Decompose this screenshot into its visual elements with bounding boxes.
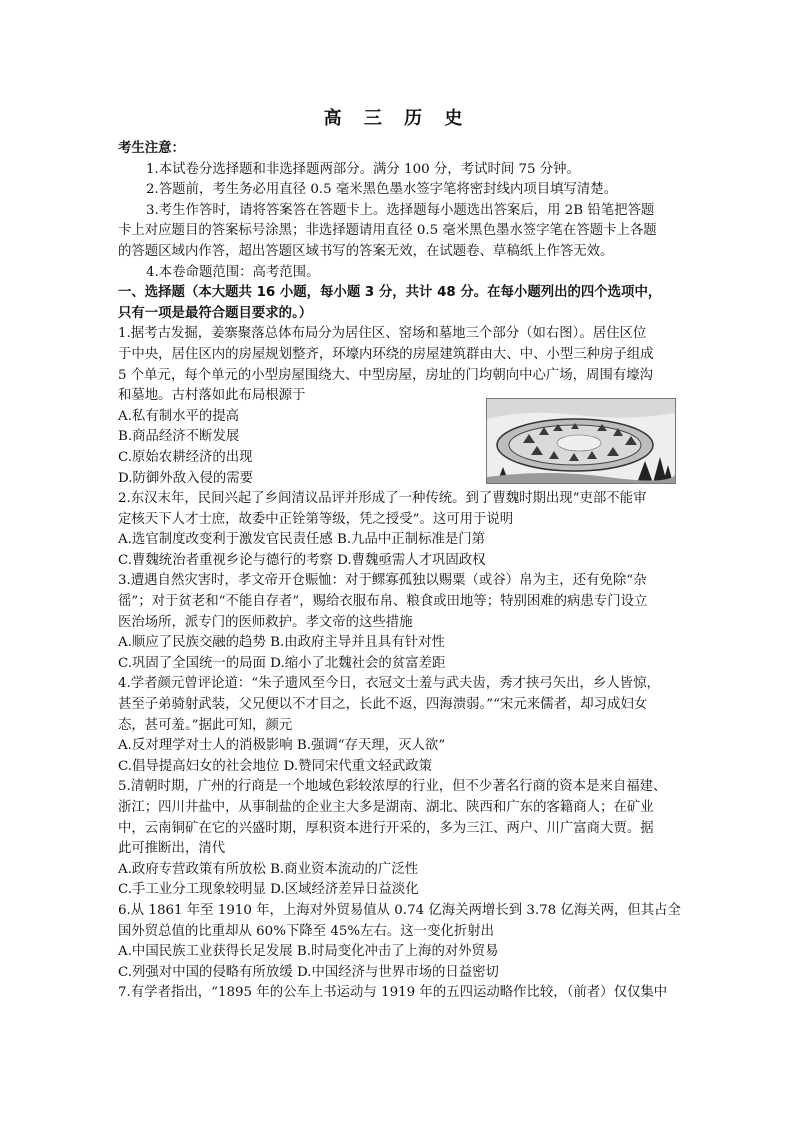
question-4-option: A.反对理学对士人的消极影响 B.强调“存天理，灭人欲” xyxy=(118,738,446,754)
question-2-text: 定核天下人才士庶，故委中正铨第等级，凭之授受”。这可用于说明 xyxy=(118,511,514,527)
question-5-option: A.政府专营政策有所放松 B.商业资本流动的广泛性 xyxy=(118,861,419,877)
section-heading: 只有一项是最符合题目要求的。） xyxy=(118,305,313,321)
question-3-text: 医治场所，派专门的医师救护。孝文帝的这些措施 xyxy=(118,614,413,630)
village-sketch-icon xyxy=(487,399,675,483)
question-1-text: 于中央，居住区内的房屋规划整齐，环壕内环绕的房屋建筑群由大、中、小型三种房子组成 xyxy=(118,346,654,362)
question-2-option: A.选官制度改变利于激发官民责任感 B.九品中正制标准是门第 xyxy=(118,532,486,548)
notice-heading: 考生注意： xyxy=(118,141,185,156)
notice-line: 卡上对应题目的答案标号涂黑；非选择题请用直径 0.5 毫米黑色墨水签字笔在答题卡上各题 xyxy=(118,223,657,239)
question-1-option: B.商品经济不断发展 xyxy=(118,429,240,445)
section-heading: 一、选择题（本大题共 16 小题，每小题 3 分，共计 48 分。在每小题列出的四个选项中， xyxy=(118,285,662,301)
notice-line: 3.考生作答时，请将答案答在答题卡上。选择题每小题选出答案后，用 2B 铅笔把答题 xyxy=(146,202,655,218)
question-2-text: 2.东汉末年，民间兴起了乡闾清议品评并形成了一种传统。到了曹魏时期出现“吏部不能审 xyxy=(118,491,647,507)
question-4-text: 甚至子弟骑射武装，父兄便以不才目之，长此不返，四海溃弱。”“宋元来儒者，却习成妇女 xyxy=(118,697,648,713)
question-5-text: 此可推断出，清代 xyxy=(118,841,226,857)
notice-line: 2.答题前，考生务必用直径 0.5 毫米黑色墨水签字笔将密封线内项目填写清楚。 xyxy=(146,182,618,198)
question-3-option: A.顺应了民族交融的趋势 B.由政府主导并且具有针对性 xyxy=(118,635,445,651)
notice-line: 1.本试卷分选择题和非选择题两部分。满分 100 分，考试时间 75 分钟。 xyxy=(146,161,580,177)
question-6-text: 6.从 1861 年至 1910 年，上海对外贸易值从 0.74 亿海关两增长到 3.78 亿海关两，但其占全 xyxy=(118,902,681,918)
question-1-text: 5 个单元，每个单元的小型房屋围绕大、中型房屋，房址的门均朝向中心广场，周围有壕沟 xyxy=(118,367,654,383)
question-6-text: 国外贸总值的比重却从 60%下降至 45%左右。这一变化折射出 xyxy=(118,923,495,939)
question-6-option: A.中国民族工业获得长足发展 B.时局变化冲击了上海的对外贸易 xyxy=(118,944,499,960)
question-1-option: D.防御外敌入侵的需要 xyxy=(118,470,254,486)
question-1-text: 和墓地。古村落如此布局根源于 xyxy=(118,388,306,404)
village-layout-illustration xyxy=(486,398,676,484)
question-4-option: C.倡导提高妇女的社会地位 D.赞同宋代重文轻武政策 xyxy=(118,758,432,774)
page-title: 高 三 历 史 xyxy=(323,108,471,129)
question-1-text: 1.据考古发掘，姜寨聚落总体布局分为居住区、窑场和墓地三个部分（如右图）。居住区位 xyxy=(118,326,647,342)
question-4-text: 4.学者颜元曾评论道：“朱子遗风至今日，衣冠文士羞与武夫齿，秀才挟弓矢出，乡人皆惊， xyxy=(118,676,660,692)
question-1-option: A.私有制水平的提高 xyxy=(118,408,240,424)
notice-line: 4.本卷命题范围：高考范围。 xyxy=(146,264,320,280)
question-5-text: 中，云南铜矿在它的兴盛时期，厚积资本进行开采的，多为三江、两户、川广富商大贾。据 xyxy=(118,820,654,836)
question-5-option: C.手工业分工现象较明显 D.区域经济差异日益淡化 xyxy=(118,882,419,898)
question-3-option: C.巩固了全国统一的局面 D.缩小了北魏社会的贫富差距 xyxy=(118,655,446,671)
question-5-text: 5.清朝时期，广州的行商是一个地域色彩较浓厚的行业，但不少著名行商的资本是来自福建、 xyxy=(118,779,667,795)
question-2-option: C.曹魏统治者重视乡论与德行的考察 D.曹魏亟需人才巩固政权 xyxy=(118,552,486,568)
question-1-option: C.原始农耕经济的出现 xyxy=(118,449,253,465)
notice-line: 的答题区域内作答，超出答题区域书写的答案无效，在试题卷、草稿纸上作答无效。 xyxy=(118,243,614,259)
exam-content xyxy=(118,139,681,1004)
question-3-text: 3.遭遇自然灾害时，孝文帝开仓赈恤：对于鳏寡孤独以赐粟（或谷）帛为主，还有免除“杂 xyxy=(118,573,647,589)
question-4-text: 态，甚可羞。”据此可知，颜元 xyxy=(118,717,293,733)
question-6-option: C.列强对中国的侵略有所放缓 D.中国经济与世界市场的日益密切 xyxy=(118,964,499,980)
question-3-text: 徭”；对于贫老和“不能自存者”，赐给衣服布帛、粮食或田地等；特别困难的病患专门设立 xyxy=(118,594,648,610)
question-5-text: 浙江；四川井盐中，从事制盐的企业主大多是湖南、湖北、陕西和广东的客籍商人；在矿业 xyxy=(118,800,654,815)
question-7-text: 7.有学者指出，“1895 年的公车上书运动与 1919 年的五四运动略作比较，（前者）仅仅集中 xyxy=(118,985,668,1001)
